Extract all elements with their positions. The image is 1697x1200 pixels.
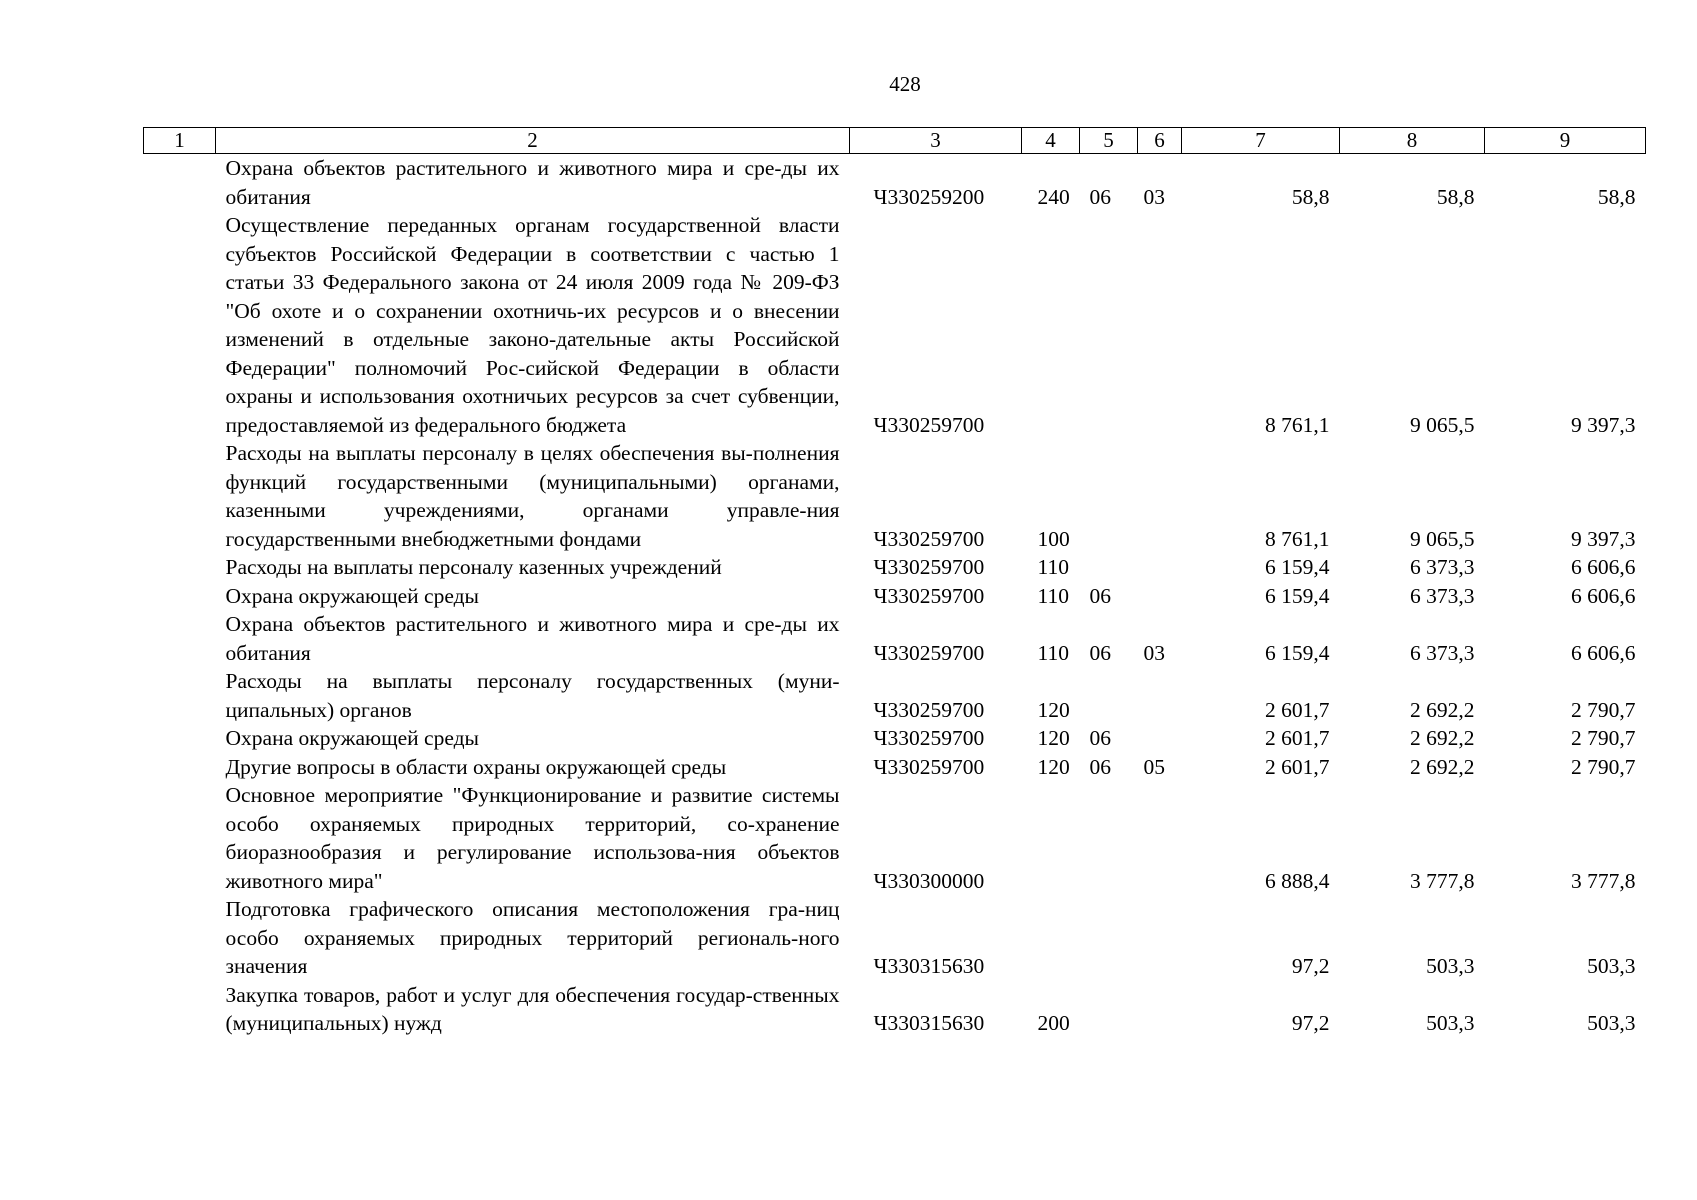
blank-cell <box>144 610 216 667</box>
row-name: Подготовка графического описания местоположения гра-ниц особо охраняемых природных территорий региональ-ного значения <box>225 897 840 978</box>
row-value-3: 6 606,6 <box>1571 555 1636 579</box>
row-expense-type: 110 <box>1037 555 1069 579</box>
table-row <box>144 781 1646 895</box>
row-section <box>1080 981 1138 1038</box>
row-name: Другие вопросы в области охраны окружающей среды <box>225 754 727 779</box>
row-section <box>1080 553 1138 582</box>
row-value-1: 2 601,7 <box>1265 726 1330 750</box>
table-body <box>144 154 1646 1038</box>
row-section: 06 <box>1089 754 1111 779</box>
row-code: Ч330259200 <box>873 184 985 209</box>
header-col-7: 7 <box>1182 128 1340 154</box>
row-name: Основное мероприятие "Функционирование и развитие системы особо охраняемых природных территорий, со-хранение биоразнообразия и регулирование использова-ния объектов животного мира" <box>225 783 840 893</box>
row-code: Ч330259700 <box>873 640 985 665</box>
table-row <box>144 724 1646 753</box>
row-name: Расходы на выплаты персоналу государственных (муни-ципальных) органов <box>225 669 840 722</box>
row-value-1: 58,8 <box>1291 184 1330 209</box>
row-expense-type: 120 <box>1037 754 1070 779</box>
blank-cell <box>144 553 216 582</box>
row-value-3: 503,3 <box>1587 954 1636 978</box>
page-number: 428 <box>889 72 921 96</box>
blank-cell <box>144 781 216 895</box>
row-value-2: 2 692,2 <box>1410 697 1475 722</box>
table-row <box>144 553 1646 582</box>
row-value-3: 9 397,3 <box>1571 412 1636 437</box>
row-value-1: 6 159,4 <box>1265 640 1330 665</box>
table-row <box>144 610 1646 667</box>
row-expense-type: 200 <box>1037 1011 1070 1035</box>
row-subsection <box>1138 439 1182 553</box>
row-section <box>1080 667 1138 724</box>
row-subsection <box>1138 895 1182 981</box>
row-expense-type <box>1022 781 1080 895</box>
row-section <box>1080 895 1138 981</box>
row-value-2: 503,3 <box>1426 954 1475 978</box>
row-value-3: 58,8 <box>1597 184 1636 209</box>
row-value-3: 2 790,7 <box>1571 726 1636 750</box>
row-value-2: 2 692,2 <box>1410 754 1475 779</box>
row-section <box>1080 781 1138 895</box>
header-row <box>144 128 1646 154</box>
table-header <box>144 128 1646 154</box>
row-expense-type: 240 <box>1037 184 1070 209</box>
row-section: 06 <box>1089 583 1111 608</box>
row-section: 06 <box>1089 184 1111 209</box>
row-code: Ч330300000 <box>873 868 985 893</box>
row-value-3: 6 606,6 <box>1571 583 1636 608</box>
table-row <box>144 981 1646 1038</box>
blank-cell <box>144 439 216 553</box>
row-value-2: 9 065,5 <box>1410 412 1475 437</box>
row-name: Охрана окружающей среды <box>225 583 479 608</box>
row-code: Ч330259700 <box>873 697 985 722</box>
row-section: 06 <box>1089 640 1111 665</box>
row-code: Ч330259700 <box>873 526 985 551</box>
row-subsection <box>1138 781 1182 895</box>
row-value-3: 503,3 <box>1587 1011 1636 1035</box>
row-value-3: 2 790,7 <box>1571 697 1636 722</box>
row-name: Охрана окружающей среды <box>225 726 479 750</box>
row-code: Ч330315630 <box>873 1011 985 1035</box>
row-subsection: 03 <box>1143 184 1165 209</box>
row-name: Закупка товаров, работ и услуг для обеспечения государ-ственных (муниципальных) нужд <box>225 982 840 1035</box>
row-code: Ч330315630 <box>873 954 985 978</box>
row-value-2: 503,3 <box>1426 1011 1475 1035</box>
row-name: Охрана объектов растительного и животного мира и сре-ды их обитания <box>225 612 840 665</box>
blank-cell <box>144 724 216 753</box>
row-code: Ч330259700 <box>873 754 985 779</box>
blank-cell <box>144 753 216 782</box>
row-value-1: 97,2 <box>1291 954 1330 978</box>
row-value-1: 8 761,1 <box>1265 412 1330 437</box>
row-name: Расходы на выплаты персоналу казенных учреждений <box>225 555 722 579</box>
blank-cell <box>144 895 216 981</box>
budget-table <box>143 127 1646 1038</box>
row-subsection <box>1138 981 1182 1038</box>
table-row <box>144 211 1646 439</box>
blank-cell <box>144 981 216 1038</box>
row-section <box>1080 439 1138 553</box>
table-row <box>144 895 1646 981</box>
table-row <box>144 154 1646 212</box>
row-value-1: 2 601,7 <box>1265 754 1330 779</box>
row-code: Ч330259700 <box>873 726 985 750</box>
row-value-2: 2 692,2 <box>1410 726 1475 750</box>
row-expense-type: 120 <box>1037 697 1070 722</box>
row-code: Ч330259700 <box>873 583 985 608</box>
row-code: Ч330259700 <box>873 555 985 579</box>
row-subsection: 05 <box>1143 754 1165 779</box>
row-name: Расходы на выплаты персоналу в целях обеспечения вы-полнения функций государственными (муниципальными) органами, казенными учреждениями, органами управле-ния государственными внебюджетными фондами <box>225 441 840 551</box>
header-col-9: 9 <box>1485 128 1646 154</box>
table-row <box>144 439 1646 553</box>
table-row <box>144 667 1646 724</box>
blank-cell <box>144 211 216 439</box>
row-subsection <box>1138 724 1182 753</box>
row-value-2: 58,8 <box>1436 184 1475 209</box>
row-value-3: 6 606,6 <box>1571 640 1636 665</box>
header-col-1: 1 <box>144 128 216 154</box>
header-col-4: 4 <box>1022 128 1080 154</box>
row-value-1: 97,2 <box>1291 1011 1330 1035</box>
row-expense-type: 110 <box>1037 640 1069 665</box>
row-name: Охрана объектов растительного и животного мира и сре-ды их обитания <box>225 156 840 209</box>
row-subsection <box>1138 211 1182 439</box>
blank-cell <box>144 667 216 724</box>
blank-cell <box>144 582 216 611</box>
row-value-2: 6 373,3 <box>1410 555 1475 579</box>
row-section: 06 <box>1089 726 1111 750</box>
row-name: Осуществление переданных органам государственной власти субъектов Российской Федерации в соответствии с частью 1 статьи 33 Федерального закона от 24 июля 2009 года № 209-ФЗ "Об охоте и о сохранении охотничь-их ресурсов и о внесении изменений в отдельные законо-дательные акты Российской Федерации" полномочий Рос-сийской Федерации в области охраны и использования охотничьих ресурсов за счет субвенции, предоставляемой из федерального бюджета <box>225 213 840 437</box>
header-col-8: 8 <box>1340 128 1485 154</box>
blank-cell <box>144 154 216 212</box>
table-row <box>144 753 1646 782</box>
row-value-2: 9 065,5 <box>1410 526 1475 551</box>
table-row <box>144 582 1646 611</box>
row-expense-type: 110 <box>1037 583 1069 608</box>
row-code: Ч330259700 <box>873 412 985 437</box>
row-value-2: 6 373,3 <box>1410 640 1475 665</box>
row-expense-type <box>1022 211 1080 439</box>
row-subsection <box>1138 553 1182 582</box>
row-value-3: 9 397,3 <box>1571 526 1636 551</box>
header-col-3: 3 <box>850 128 1022 154</box>
header-col-5: 5 <box>1080 128 1138 154</box>
row-subsection <box>1138 667 1182 724</box>
row-expense-type <box>1022 895 1080 981</box>
row-expense-type: 100 <box>1037 526 1070 551</box>
row-value-2: 6 373,3 <box>1410 583 1475 608</box>
header-col-2: 2 <box>216 128 850 154</box>
row-value-3: 3 777,8 <box>1571 868 1636 893</box>
header-col-6: 6 <box>1138 128 1182 154</box>
row-section <box>1080 211 1138 439</box>
row-value-1: 6 159,4 <box>1265 583 1330 608</box>
row-value-1: 2 601,7 <box>1265 697 1330 722</box>
row-subsection: 03 <box>1143 640 1165 665</box>
row-subsection <box>1138 582 1182 611</box>
row-value-2: 3 777,8 <box>1410 868 1475 893</box>
row-value-1: 6 159,4 <box>1265 555 1330 579</box>
row-expense-type: 120 <box>1037 726 1070 750</box>
row-value-3: 2 790,7 <box>1571 754 1636 779</box>
row-value-1: 8 761,1 <box>1265 526 1330 551</box>
row-value-1: 6 888,4 <box>1265 868 1330 893</box>
